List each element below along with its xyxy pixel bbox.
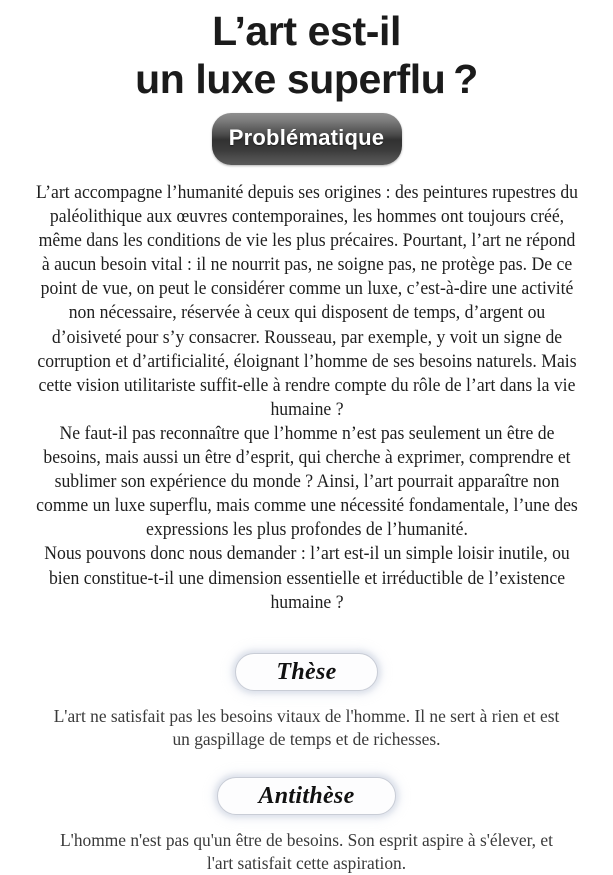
these-pill[interactable]: Thèse xyxy=(235,653,377,691)
title-line-2: un luxe superflu ? xyxy=(135,56,478,102)
these-text: L'art ne satisfait pas les besoins vitaux de l'homme. Il ne sert à rien et est un gaspillage de temps et de richesses. xyxy=(53,705,560,749)
problematique-section-header xyxy=(0,113,613,165)
problematique-body xyxy=(34,181,578,615)
antithese-text: L'homme n'est pas qu'un être de besoins. Son esprit aspire à s'élever, et l'art satisfait cette aspiration. xyxy=(60,829,553,873)
problematique-paragraph-2: Ne faut-il pas reconnaître que l’homme n’est pas seulement un être de besoins, mais aussi un être d’esprit, qui cherche à exprimer, comprendre et sublimer son expérience du monde ? Ainsi, l’art pourrait apparaître non comme un luxe superflu, mais comme une nécessité fondamentale, l’une des expressions les plus profondes de l’humanité. xyxy=(35,423,578,541)
problematique-paragraph-1: L’art accompagne l’humanité depuis ses origines : des peintures rupestres du paléolithique aux œuvres contemporaines, les hommes ont toujours créé, même dans les conditions de vie les plus précaires. Pourtant, l’art ne répond à aucun besoin vital : il ne nourrit pas, ne soigne pas, ne protège pas. De ce point de vue, on peut le considérer comme un luxe, c’est-à-dire une activité non nécessaire, réservée à ceux qui disposent de temps, d’argent ou d’oisiveté pour s’y consacrer. Rousseau, par exemple, y voit un signe de corruption et d’artificialité, éloignant l’homme de ses besoins naturels. Mais cette vision utilitariste suffit-elle à rendre compte du rôle de l’art dans la vie humaine ? xyxy=(35,183,578,420)
antithese-pill[interactable]: Antithèse xyxy=(217,777,395,815)
title-line-1: L’art est-il xyxy=(212,8,401,54)
these-body xyxy=(47,705,567,751)
problematique-paragraph-3: Nous pouvons donc nous demander : l’art est-il un simple loisir inutile, ou bien constitue-t-il une dimension essentielle et irréductible de l’existence humaine ? xyxy=(43,544,570,613)
these-section-header xyxy=(0,653,613,691)
antithese-body xyxy=(47,829,567,875)
antithese-section-header xyxy=(0,777,613,815)
page-title xyxy=(0,0,613,103)
problematique-button[interactable]: Problématique xyxy=(212,113,402,165)
